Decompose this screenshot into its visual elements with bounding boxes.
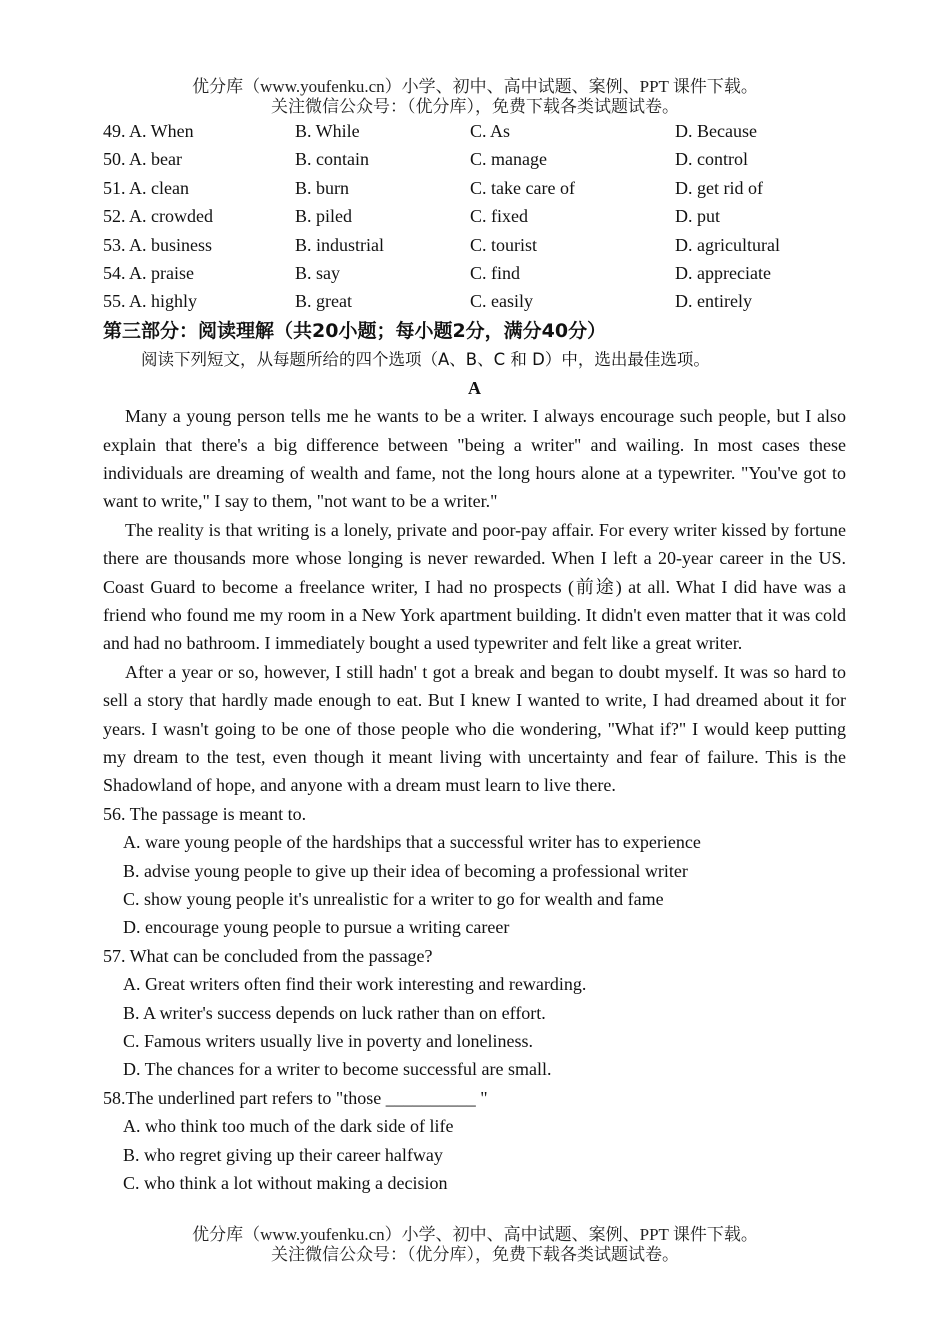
option-a: 51. A. clean bbox=[103, 177, 189, 198]
question-option: B. advise young people to give up their idea of becoming a professional writer bbox=[123, 860, 688, 881]
question-option: A. Great writers often find their work interesting and rewarding. bbox=[123, 974, 587, 995]
question-stem: 57. What can be concluded from the passage? bbox=[103, 945, 433, 966]
question-option: B. who regret giving up their career halfway bbox=[123, 1144, 443, 1165]
question-option: C. who think a lot without making a decision bbox=[123, 1172, 448, 1193]
question-57 bbox=[103, 942, 846, 1084]
question-option: A. who think too much of the dark side of life bbox=[123, 1116, 454, 1137]
option-b: B. burn bbox=[295, 177, 349, 198]
option-a: 49. A. When bbox=[103, 121, 194, 141]
option-c: C. fixed bbox=[470, 206, 528, 227]
option-d: D. control bbox=[675, 149, 748, 170]
option-b: B. contain bbox=[295, 149, 369, 170]
option-a: 55. A. highly bbox=[103, 291, 198, 312]
footer-line-1: 优分库（www.youfenku.cn）小学、初中、高中试题、案例、PPT 课件下载。 bbox=[192, 1225, 758, 1244]
passage-paragraph-3: After a year or so, however, I still hadn' t got a break and began to doubt myself. It was so hard to sell a story that hardly made enough to eat. But I knew I wanted to write, I had dreamed about it for years. I wasn't going to be one of those people who die wondering, "What if?" I would keep putting my dream to the test, even though it meant living with uncertainty and fear of failure. This is the Shadowland of hope, and anyone with a dream must learn to live there. bbox=[103, 661, 846, 796]
cloze-row-53 bbox=[103, 231, 846, 259]
option-d: D. put bbox=[675, 206, 720, 227]
option-b: B. While bbox=[295, 121, 360, 141]
option-d: D. entirely bbox=[675, 291, 752, 312]
question-option: A. ware young people of the hardships that a successful writer has to experience bbox=[123, 832, 701, 853]
cloze-row-49 bbox=[103, 117, 846, 145]
question-56 bbox=[103, 800, 846, 942]
option-c: C. As bbox=[470, 121, 511, 141]
option-b: B. say bbox=[295, 262, 340, 283]
page-footer bbox=[0, 1225, 950, 1265]
header-line-2: 关注微信公众号：（优分库），免费下载各类试题试卷。 bbox=[271, 97, 679, 116]
cloze-row-52 bbox=[103, 202, 846, 230]
section-title: 第三部分：阅读理解（共20小题；每小题2分，满分40分） bbox=[103, 319, 607, 342]
cloze-row-51 bbox=[103, 174, 846, 202]
option-c: C. tourist bbox=[470, 234, 538, 255]
passage-paragraph-1: Many a young person tells me he wants to be a writer. I always encourage such people, but I also explain that there's a big difference between "being a writer" and wailing. In most cases these individuals are dreaming of wealth and fame, not the long hours alone at a typewriter. "You've got to want to write," I say to them, "not want to be a writer." bbox=[103, 406, 846, 512]
option-d: D. Because bbox=[675, 121, 757, 141]
option-d: D. appreciate bbox=[675, 262, 771, 283]
option-a: 54. A. praise bbox=[103, 262, 194, 283]
question-option: C. show young people it's unrealistic for a writer to go for wealth and fame bbox=[123, 888, 664, 909]
option-a: 50. A. bear bbox=[103, 149, 182, 170]
option-c: C. take care of bbox=[470, 177, 575, 198]
page-header bbox=[0, 77, 950, 117]
question-stem: 56. The passage is meant to. bbox=[103, 803, 307, 824]
option-b: B. piled bbox=[295, 206, 352, 227]
question-option: B. A writer's success depends on luck rather than on effort. bbox=[123, 1002, 546, 1023]
option-c: C. find bbox=[470, 262, 521, 283]
cloze-row-54 bbox=[103, 259, 846, 287]
footer-line-2: 关注微信公众号：（优分库），免费下载各类试题试卷。 bbox=[271, 1245, 679, 1264]
question-58 bbox=[103, 1084, 846, 1198]
option-c: C. easily bbox=[470, 291, 533, 312]
question-option: C. Famous writers usually live in poverty and loneliness. bbox=[123, 1030, 533, 1051]
option-d: D. get rid of bbox=[675, 177, 763, 198]
cloze-options bbox=[103, 117, 846, 316]
question-option: D. The chances for a writer to become successful are small. bbox=[123, 1059, 552, 1080]
cloze-row-55 bbox=[103, 287, 846, 315]
passage-paragraph-2: The reality is that writing is a lonely, private and poor-pay affair. For every writer kissed by fortune there are thousands more whose longing is never rewarded. When I left a 20-year career in the US. Coast Guard to become a freelance writer, I had no prospects (前途) at all. What I did have was a friend who found me my room in a New York apartment building. It didn't even matter that it was cold and had no bathroom. I immediately bought a used typewriter and felt like a great writer. bbox=[103, 519, 846, 654]
option-b: B. great bbox=[295, 291, 352, 312]
section-instruction: 阅读下列短文，从每题所给的四个选项（A、B、C 和 D）中，选出最佳选项。 bbox=[141, 349, 710, 369]
option-c: C. manage bbox=[470, 149, 547, 170]
option-a: 52. A. crowded bbox=[103, 206, 213, 227]
cloze-row-50 bbox=[103, 145, 846, 173]
question-stem: 58.The underlined part refers to "those __________ " bbox=[103, 1087, 488, 1108]
header-line-1: 优分库（www.youfenku.cn）小学、初中、高中试题、案例、PPT 课件下载。 bbox=[192, 77, 758, 96]
question-option: D. encourage young people to pursue a writing career bbox=[123, 917, 510, 938]
passage-label: A bbox=[468, 377, 481, 398]
option-d: D. agricultural bbox=[675, 234, 780, 255]
option-a: 53. A. business bbox=[103, 234, 213, 255]
option-b: B. industrial bbox=[295, 234, 384, 255]
page-content bbox=[103, 117, 846, 1197]
